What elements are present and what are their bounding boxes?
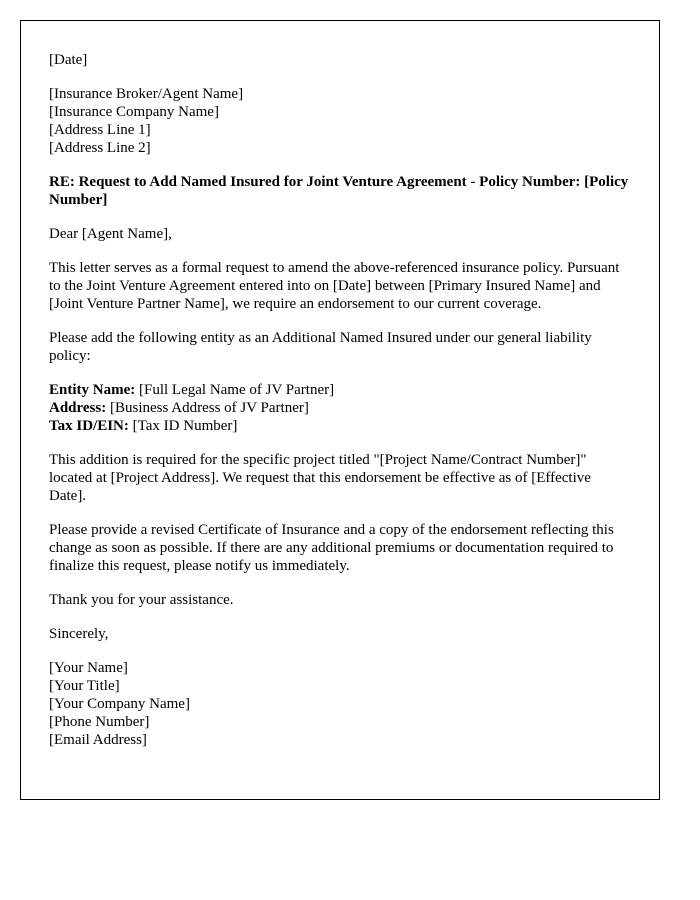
entity-name-row xyxy=(49,381,631,399)
signature-name: [Your Name] xyxy=(49,660,128,676)
recipient-company-name: [Insurance Company Name] xyxy=(49,104,219,120)
entity-tax-value: [Tax ID Number] xyxy=(128,418,238,434)
paragraph-request: Please add the following entity as an Additional Named Insured under our general liability policy: xyxy=(49,330,592,364)
letter-date: [Date] xyxy=(49,52,88,68)
paragraph-thanks: Thank you for your assistance. xyxy=(49,592,234,608)
subject-line: RE: Request to Add Named Insured for Joint Venture Agreement - Policy Number: [Policy Number] xyxy=(49,174,629,208)
signature-phone: [Phone Number] xyxy=(49,714,150,730)
entity-address-value: [Business Address of JV Partner] xyxy=(106,400,309,416)
recipient-broker-name: [Insurance Broker/Agent Name] xyxy=(49,86,244,102)
entity-tax-label: Tax ID/EIN: xyxy=(49,418,129,434)
paragraph-certificate: Please provide a revised Certificate of Insurance and a copy of the endorsement reflecting this change as soon as possible. If there are any additional premiums or documentation required to finalize this request, please notify us immediately. xyxy=(49,522,614,574)
signature-company: [Your Company Name] xyxy=(49,696,190,712)
signature-email: [Email Address] xyxy=(49,732,147,748)
salutation: Dear [Agent Name], xyxy=(49,226,172,242)
paragraph-intro: This letter serves as a formal request to amend the above-referenced insurance policy. Pursuant to the Joint Venture Agreement entered into on [Date] between [Primary Insured Name] and [Joint Venture Partner Name], we require an endorsement to our current coverage. xyxy=(49,260,620,312)
entity-name-value: [Full Legal Name of JV Partner] xyxy=(135,382,335,398)
entity-address-label: Address: xyxy=(49,400,107,416)
closing: Sincerely, xyxy=(49,626,109,642)
entity-address-row xyxy=(49,399,631,417)
letter-document xyxy=(20,20,660,800)
signature-title: [Your Title] xyxy=(49,678,120,694)
paragraph-project: This addition is required for the specific project titled "[Project Name/Contract Number]" located at [Project Address]. We request that this endorsement be effective as of [Effective Date]. xyxy=(49,452,591,504)
recipient-address xyxy=(49,85,631,157)
recipient-address-line-2: [Address Line 2] xyxy=(49,140,151,156)
entity-details xyxy=(49,381,631,435)
entity-name-label: Entity Name: xyxy=(49,382,136,398)
recipient-address-line-1: [Address Line 1] xyxy=(49,122,151,138)
signature-block xyxy=(49,659,631,749)
entity-tax-row xyxy=(49,417,631,435)
